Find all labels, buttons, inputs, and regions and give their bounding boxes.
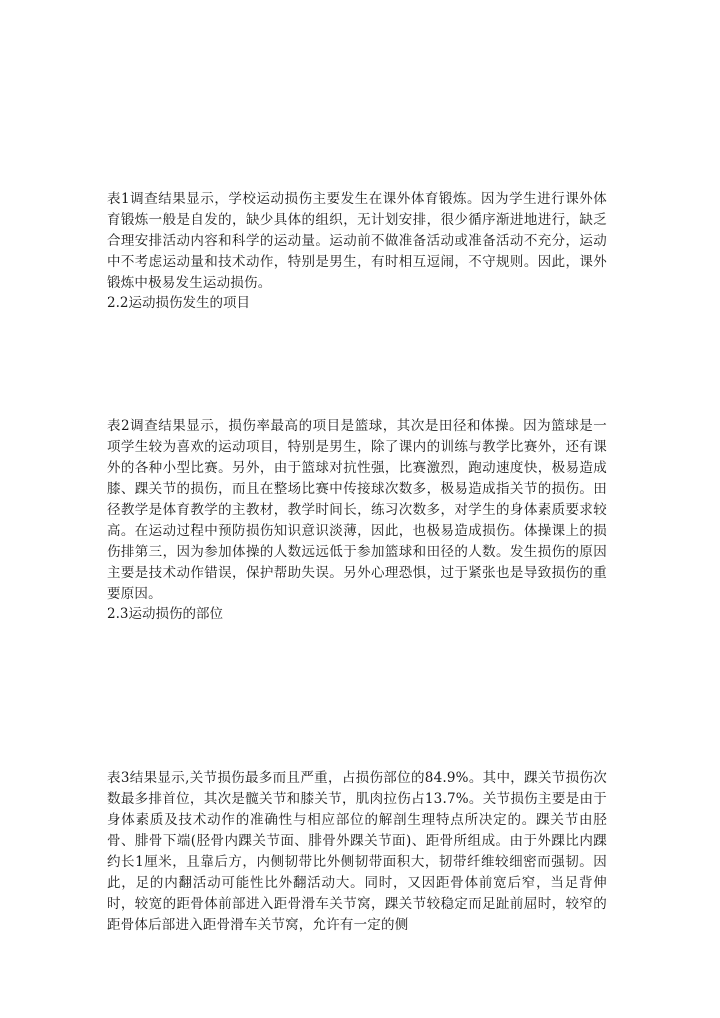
paragraph-injury-sites: 表3结果显示,关节损伤最多而且严重，占损伤部位的84.9%。其中，踝关节损伤次数最多排首位，其次是髋关节和膝关节，肌肉拉伤占13.7%。关节损伤主要是由于身体素质及技术动作的准确性与相应部位的解剖生理特点所决定的。踝关节由胫骨、腓骨下端(胫骨内踝关节面、腓骨外踝关节面)、距骨所组成。由于外踝比内踝约长1厘米，且靠后方，内侧韧带比外侧韧带面积大，韧带纤维较细密而强韧。因此，足的内翻活动可能性比外翻活动大。同时，又因距骨体前宽后窄，当足背伸时，较宽的距骨体前部进入距骨滑车关节窝，踝关节较稳定而足趾前屈时，较窄的距骨体后部进入距骨滑车关节窝，允许有一定的侧: [107, 770, 607, 933]
paragraph-injury-sports: 表2调查结果显示，损伤率最高的项目是篮球，其次是田径和体操。因为篮球是一项学生较为喜欢的运动项目，特别是男生，除了课内的训练与教学比赛外，还有课外的各种小型比赛。另外，由于篮球对抗性强，比赛激烈，跑动速度快，极易造成膝、踝关节的损伤，而且在整场比赛中传接球次数多，极易造成指关节的损伤。田径教学是体育教学的主教材，教学时间长，练习次数多，对学生的身体素质要求较高。在运动过程中预防损伤知识意识淡薄，因此，也极易造成损伤。体操课上的损伤排第三，因为参加体操的人数远远低于参加篮球和田径的人数。发生损伤的原因主要是技术动作错误，保护帮助失误。另外心理恐惧，过于紧张也是导致损伤的重要原因。: [107, 418, 607, 602]
section-heading-2-2: 2.2运动损伤发生的项目: [107, 295, 250, 311]
section-heading-2-3: 2.3运动损伤的部位: [107, 606, 223, 622]
paragraph-training-location: 表1调查结果显示，学校运动损伤主要发生在课外体育锻炼。因为学生进行课外体育锻炼一般是自发的，缺少具体的组织，无计划安排，很少循序渐进地进行，缺乏合理安排活动内容和科学的运动量。运动前不做准备活动或准备活动不充分，运动中不考虑运动量和技术动作，特别是男生，有时相互逗闹，不守规则。因此，课外锻炼中极易发生运动损伤。: [107, 191, 607, 291]
